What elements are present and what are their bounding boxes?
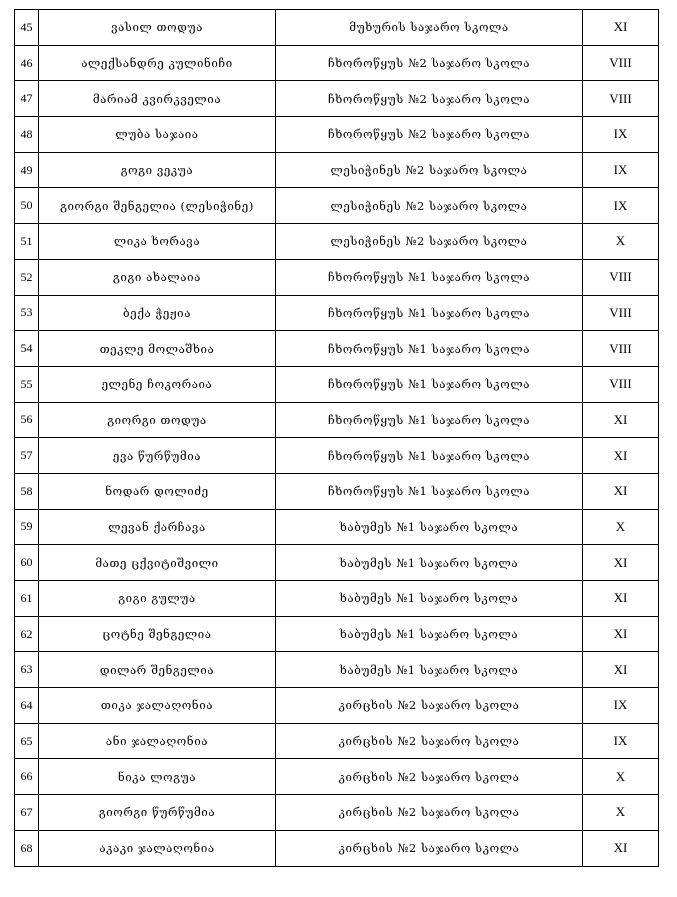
student-name-cell: მარიამ კვირკველია [39, 81, 276, 117]
table-row [15, 438, 659, 474]
grade-cell: XI [583, 830, 659, 866]
row-number-cell: 64 [15, 688, 39, 724]
school-name-cell: ჩხოროწყუს №1 საჯარო სკოლა [276, 438, 583, 474]
row-number-cell: 67 [15, 795, 39, 831]
school-name-cell: ჩხოროწყუს №1 საჯარო სკოლა [276, 402, 583, 438]
table-row [15, 152, 659, 188]
school-name-cell: ჩხოროწყუს №1 საჯარო სკოლა [276, 295, 583, 331]
table-row [15, 188, 659, 224]
table-row [15, 259, 659, 295]
grade-cell: XI [583, 438, 659, 474]
table-row [15, 652, 659, 688]
school-name-cell: ლესიჭინეს №2 საჯარო სკოლა [276, 224, 583, 260]
row-number-cell: 60 [15, 545, 39, 581]
row-number-cell: 49 [15, 152, 39, 188]
student-name-cell: ვასილ თოდუა [39, 10, 276, 46]
student-name-cell: ცოტნე შენგელია [39, 616, 276, 652]
student-name-cell: გიორგი შენგელია (ლესიჭინე) [39, 188, 276, 224]
student-name-cell: გოგი ვეკუა [39, 152, 276, 188]
row-number-cell: 68 [15, 830, 39, 866]
grade-cell: XI [583, 10, 659, 46]
school-name-cell: კირცხის №2 საჯარო სკოლა [276, 795, 583, 831]
table-row [15, 616, 659, 652]
grade-cell: VIII [583, 45, 659, 81]
student-name-cell: გიგი ახალაია [39, 259, 276, 295]
school-name-cell: ლესიჭინეს №2 საჯარო სკოლა [276, 188, 583, 224]
row-number-cell: 46 [15, 45, 39, 81]
grade-cell: IX [583, 117, 659, 153]
students-table-body [15, 10, 659, 867]
table-row [15, 331, 659, 367]
row-number-cell: 55 [15, 366, 39, 402]
student-name-cell: ნიკა ლოგუა [39, 759, 276, 795]
student-name-cell: თიკა ჯალაღონია [39, 688, 276, 724]
school-name-cell: კირცხის №2 საჯარო სკოლა [276, 759, 583, 795]
row-number-cell: 51 [15, 224, 39, 260]
student-name-cell: აკაკი ჯალაღონია [39, 830, 276, 866]
school-name-cell: ხაბუმეს №1 საჯარო სკოლა [276, 581, 583, 617]
grade-cell: XI [583, 473, 659, 509]
grade-cell: VIII [583, 81, 659, 117]
school-name-cell: ჩხოროწყუს №1 საჯარო სკოლა [276, 259, 583, 295]
table-row [15, 295, 659, 331]
row-number-cell: 58 [15, 473, 39, 509]
student-name-cell: ლიკა ხორავა [39, 224, 276, 260]
row-number-cell: 66 [15, 759, 39, 795]
student-name-cell: ევა წურწუმია [39, 438, 276, 474]
grade-cell: IX [583, 723, 659, 759]
table-row [15, 366, 659, 402]
row-number-cell: 48 [15, 117, 39, 153]
grade-cell: IX [583, 688, 659, 724]
table-row [15, 10, 659, 46]
students-table [14, 9, 659, 867]
row-number-cell: 54 [15, 331, 39, 367]
table-row [15, 81, 659, 117]
grade-cell: XI [583, 402, 659, 438]
table-row [15, 688, 659, 724]
school-name-cell: კირცხის №2 საჯარო სკოლა [276, 688, 583, 724]
grade-cell: VIII [583, 259, 659, 295]
school-name-cell: ხაბუმეს №1 საჯარო სკოლა [276, 616, 583, 652]
table-row [15, 509, 659, 545]
school-name-cell: ხაბუმეს №1 საჯარო სკოლა [276, 652, 583, 688]
student-name-cell: დილარ შენგელია [39, 652, 276, 688]
grade-cell: VIII [583, 366, 659, 402]
student-name-cell: გიგი გულუა [39, 581, 276, 617]
student-name-cell: თეკლე მოლაშხია [39, 331, 276, 367]
row-number-cell: 47 [15, 81, 39, 117]
student-name-cell: ალექსანდრე კულინიჩი [39, 45, 276, 81]
table-row [15, 117, 659, 153]
table-row [15, 402, 659, 438]
school-name-cell: კირცხის №2 საჯარო სკოლა [276, 830, 583, 866]
table-row [15, 224, 659, 260]
row-number-cell: 57 [15, 438, 39, 474]
grade-cell: XI [583, 616, 659, 652]
row-number-cell: 50 [15, 188, 39, 224]
school-name-cell: ჩხოროწყუს №2 საჯარო სკოლა [276, 45, 583, 81]
school-name-cell: ჩხოროწყუს №1 საჯარო სკოლა [276, 366, 583, 402]
row-number-cell: 53 [15, 295, 39, 331]
table-row [15, 795, 659, 831]
grade-cell: VIII [583, 331, 659, 367]
student-name-cell: ნოდარ დოლიძე [39, 473, 276, 509]
student-name-cell: გიორგი წურწუმია [39, 795, 276, 831]
row-number-cell: 61 [15, 581, 39, 617]
student-name-cell: ლუბა საჯაია [39, 117, 276, 153]
school-name-cell: ხაბუმეს №1 საჯარო სკოლა [276, 545, 583, 581]
student-name-cell: ელენე ჩოკორაია [39, 366, 276, 402]
school-name-cell: ჩხოროწყუს №1 საჯარო სკოლა [276, 331, 583, 367]
student-name-cell: ბექა ჭეჟია [39, 295, 276, 331]
table-row [15, 830, 659, 866]
row-number-cell: 59 [15, 509, 39, 545]
grade-cell: X [583, 224, 659, 260]
student-name-cell: ლევან ქარჩავა [39, 509, 276, 545]
table-row [15, 759, 659, 795]
school-name-cell: მუხურის საჯარო სკოლა [276, 10, 583, 46]
grade-cell: XI [583, 652, 659, 688]
student-name-cell: გიორგი თოდუა [39, 402, 276, 438]
school-name-cell: ხაბუმეს №1 საჯარო სკოლა [276, 509, 583, 545]
student-name-cell: მათე ცქვიტიშვილი [39, 545, 276, 581]
row-number-cell: 63 [15, 652, 39, 688]
school-name-cell: ლესიჭინეს №2 საჯარო სკოლა [276, 152, 583, 188]
grade-cell: X [583, 759, 659, 795]
school-name-cell: კირცხის №2 საჯარო სკოლა [276, 723, 583, 759]
grade-cell: XI [583, 581, 659, 617]
table-row [15, 581, 659, 617]
table-row [15, 473, 659, 509]
school-name-cell: ჩხოროწყუს №2 საჯარო სკოლა [276, 81, 583, 117]
grade-cell: X [583, 795, 659, 831]
student-name-cell: ანი ჯალაღონია [39, 723, 276, 759]
table-row [15, 545, 659, 581]
grade-cell: X [583, 509, 659, 545]
school-name-cell: ჩხოროწყუს №1 საჯარო სკოლა [276, 473, 583, 509]
row-number-cell: 56 [15, 402, 39, 438]
grade-cell: IX [583, 152, 659, 188]
grade-cell: XI [583, 545, 659, 581]
table-row [15, 45, 659, 81]
table-row [15, 723, 659, 759]
row-number-cell: 62 [15, 616, 39, 652]
row-number-cell: 52 [15, 259, 39, 295]
school-name-cell: ჩხოროწყუს №2 საჯარო სკოლა [276, 117, 583, 153]
grade-cell: IX [583, 188, 659, 224]
row-number-cell: 65 [15, 723, 39, 759]
row-number-cell: 45 [15, 10, 39, 46]
grade-cell: VIII [583, 295, 659, 331]
